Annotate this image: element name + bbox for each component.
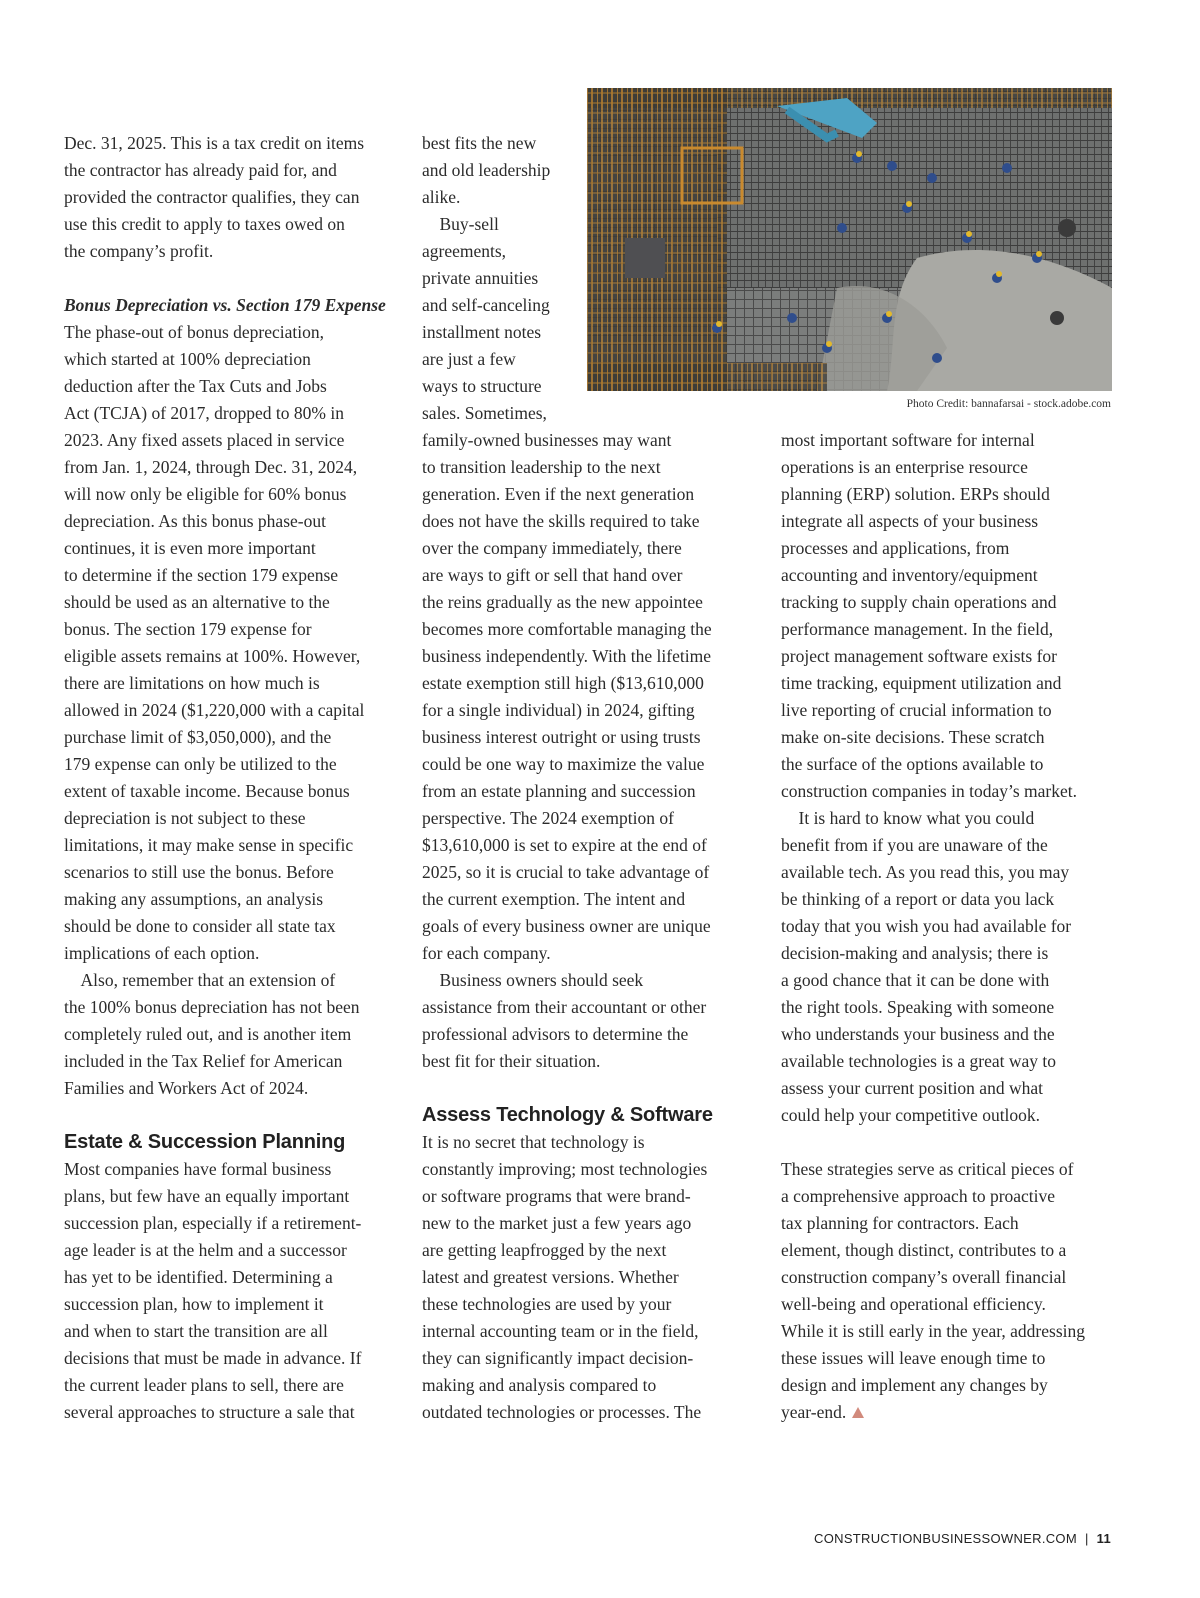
text-line: 2023. Any fixed assets placed in service <box>64 430 345 450</box>
text-line: use this credit to apply to taxes owed on <box>64 214 345 234</box>
text-line: 2025, so it is crucial to take advantage of <box>422 862 710 882</box>
spacer <box>64 1102 404 1129</box>
text-line: depreciation. As this bonus phase-out <box>64 511 326 531</box>
text-line: provided the contractor qualifies, they can <box>64 187 360 207</box>
text-line: depreciation is not subject to these <box>64 808 306 828</box>
col3-para-b <box>781 1156 1121 1426</box>
text-line: allowed in 2024 ($1,220,000 with a capital <box>64 700 365 720</box>
text-line: for a single individual) in 2024, gifting <box>422 700 695 720</box>
text-line: agreements, <box>422 241 507 261</box>
text-line: family-owned businesses may want <box>422 430 672 450</box>
text-line: and when to start the transition are all <box>64 1321 328 1341</box>
text-line: continues, it is even more important <box>64 538 316 558</box>
col1-para-b <box>64 319 404 1102</box>
photo-credit: Photo Credit: bannafarsai - stock.adobe.com <box>906 398 1111 410</box>
last-line-text: year-end. <box>781 1402 847 1422</box>
text-line: today that you wish you had available for <box>781 916 1072 936</box>
text-line: new to the market just a few years ago <box>422 1213 692 1233</box>
text-line: time tracking, equipment utilization and <box>781 673 1062 693</box>
text-line: does not have the skills required to take <box>422 511 700 531</box>
text-line: ways to structure <box>422 376 542 396</box>
text-line: private annuities <box>422 268 539 288</box>
text-line: installment notes <box>422 322 542 342</box>
text-line: internal accounting team or in the field, <box>422 1321 699 1341</box>
text-line: are ways to gift or sell that hand over <box>422 565 683 585</box>
text-line: they can significantly impact decision- <box>422 1348 694 1368</box>
text-line: well-being and operational efficiency. <box>781 1294 1046 1314</box>
text-line: perspective. The 2024 exemption of <box>422 808 674 828</box>
text-line: could help your competitive outlook. <box>781 1105 1041 1125</box>
spacer <box>64 265 404 292</box>
text-line: which started at 100% depreciation <box>64 349 311 369</box>
text-line: should be done to consider all state tax <box>64 916 336 936</box>
text-line: bonus. The section 179 expense for <box>64 619 312 639</box>
column-3 <box>781 427 1121 1426</box>
column-2 <box>422 427 762 1426</box>
text-line: will now only be eligible for 60% bonus <box>64 484 347 504</box>
text-line: extent of taxable income. Because bonus <box>64 781 350 801</box>
text-line: a good chance that it can be done with <box>781 970 1050 990</box>
spacer <box>781 1129 1121 1156</box>
text-line: included in the Tax Relief for American <box>64 1051 343 1071</box>
text-line: best fits the new <box>422 133 537 153</box>
text-line: decisions that must be made in advance. If <box>64 1348 362 1368</box>
text-line <box>781 1399 1121 1426</box>
text-line: accounting and inventory/equipment <box>781 565 1038 585</box>
text-line: these issues will leave enough time to <box>781 1348 1046 1368</box>
text-line: construction company’s overall financial <box>781 1267 1067 1287</box>
text-line: Families and Workers Act of 2024. <box>64 1078 309 1098</box>
text-line: performance management. In the field, <box>781 619 1054 639</box>
page-footer <box>814 1531 1111 1546</box>
text-line: the company’s profit. <box>64 241 214 261</box>
text-line: the surface of the options available to <box>781 754 1044 774</box>
text-line: making any assumptions, an analysis <box>64 889 324 909</box>
subheading-bonus-depreciation: Bonus Depreciation vs. Section 179 Expense <box>64 295 386 315</box>
text-line: to transition leadership to the next <box>422 457 661 477</box>
heading-estate-succession: Estate & Succession Planning <box>64 1131 346 1153</box>
text-line: generation. Even if the next generation <box>422 484 695 504</box>
text-line: and old leadership <box>422 160 551 180</box>
text-line: scenarios to still use the bonus. Before <box>64 862 334 882</box>
text-line: assess your current position and what <box>781 1078 1043 1098</box>
text-line: Also, remember that an extension of <box>64 970 336 990</box>
text-line: to determine if the section 179 expense <box>64 565 339 585</box>
text-line: eligible assets remains at 100%. However, <box>64 646 361 666</box>
col3-para-a <box>781 427 1121 1129</box>
text-line: has yet to be identified. Determining a <box>64 1267 333 1287</box>
text-line: who understands your business and the <box>781 1024 1055 1044</box>
text-line: most important software for internal <box>781 430 1035 450</box>
text-line: plans, but few have an equally important <box>64 1186 350 1206</box>
text-line: over the company immediately, there <box>422 538 682 558</box>
text-line: the reins gradually as the new appointee <box>422 592 703 612</box>
text-line: could be one way to maximize the value <box>422 754 705 774</box>
text-line: planning (ERP) solution. ERPs should <box>781 484 1050 504</box>
text-line: constantly improving; most technologies <box>422 1159 708 1179</box>
text-line: making and analysis compared to <box>422 1375 657 1395</box>
text-line: 179 expense can only be utilized to the <box>64 754 337 774</box>
column-1 <box>64 130 404 1426</box>
text-line: While it is still early in the year, addressing <box>781 1321 1086 1341</box>
text-line: should be used as an alternative to the <box>64 592 330 612</box>
text-line: tracking to supply chain operations and <box>781 592 1057 612</box>
text-line: these technologies are used by your <box>422 1294 672 1314</box>
text-line: estate exemption still high ($13,610,000 <box>422 673 704 693</box>
text-line: Most companies have formal business <box>64 1159 332 1179</box>
text-line: several approaches to structure a sale that <box>64 1402 355 1422</box>
page-number: 11 <box>1096 1531 1111 1546</box>
text-line: the contractor has already paid for, and <box>64 160 337 180</box>
text-line: implications of each option. <box>64 943 260 963</box>
text-line: goals of every business owner are unique <box>422 916 711 936</box>
heading-assess-technology: Assess Technology & Software <box>422 1104 713 1126</box>
text-line: completely ruled out, and is another item <box>64 1024 352 1044</box>
text-line: from Jan. 1, 2024, through Dec. 31, 2024, <box>64 457 358 477</box>
text-line: alike. <box>422 187 461 207</box>
text-line: the 100% bonus depreciation has not been <box>64 997 360 1017</box>
text-line: for each company. <box>422 943 551 963</box>
text-line: It is hard to know what you could <box>781 808 1035 828</box>
text-line: processes and applications, from <box>781 538 1010 558</box>
col1-para-a <box>64 130 404 265</box>
text-line: succession plan, how to implement it <box>64 1294 324 1314</box>
text-line: These strategies serve as critical pieces of <box>781 1159 1074 1179</box>
text-line: the current leader plans to sell, there are <box>64 1375 344 1395</box>
text-line: age leader is at the helm and a successor <box>64 1240 347 1260</box>
text-line: business independently. With the lifetime <box>422 646 711 666</box>
text-line: a comprehensive approach to proactive <box>781 1186 1056 1206</box>
text-line: integrate all aspects of your business <box>781 511 1039 531</box>
text-line: It is no secret that technology is <box>422 1132 645 1152</box>
text-line: construction companies in today’s market. <box>781 781 1077 801</box>
text-line: or software programs that were brand- <box>422 1186 691 1206</box>
col1-para-c <box>64 1156 404 1426</box>
text-line: best fit for their situation. <box>422 1051 601 1071</box>
text-line: from an estate planning and succession <box>422 781 696 801</box>
text-line: are getting leapfrogged by the next <box>422 1240 667 1260</box>
footer-separator: | <box>1084 1531 1089 1546</box>
text-line: Buy-sell <box>422 214 499 234</box>
col2-para-b <box>422 427 762 1075</box>
text-line: limitations, it may make sense in specific <box>64 835 354 855</box>
text-line: operations is an enterprise resource <box>781 457 1028 477</box>
text-line: available tech. As you read this, you may <box>781 862 1070 882</box>
end-mark-triangle-icon <box>852 1407 864 1418</box>
text-line: are just a few <box>422 349 516 369</box>
text-line: Act (TCJA) of 2017, dropped to 80% in <box>64 403 344 423</box>
text-line: benefit from if you are unaware of the <box>781 835 1048 855</box>
footer-site: CONSTRUCTIONBUSINESSOWNER.COM <box>814 1531 1077 1546</box>
text-line: and self-canceling <box>422 295 550 315</box>
text-line: be thinking of a report or data you lack <box>781 889 1055 909</box>
text-line: succession plan, especially if a retirement- <box>64 1213 362 1233</box>
text-line: the right tools. Speaking with someone <box>781 997 1055 1017</box>
text-line: becomes more comfortable managing the <box>422 619 712 639</box>
text-line: $13,610,000 is set to expire at the end of <box>422 835 707 855</box>
text-line: available technologies is a great way to <box>781 1051 1057 1071</box>
text-line: there are limitations on how much is <box>64 673 320 693</box>
text-line: Dec. 31, 2025. This is a tax credit on items <box>64 133 365 153</box>
text-line: tax planning for contractors. Each <box>781 1213 1019 1233</box>
text-line: make on-site decisions. These scratch <box>781 727 1045 747</box>
text-line: deduction after the Tax Cuts and Jobs <box>64 376 327 396</box>
text-line: live reporting of crucial information to <box>781 700 1052 720</box>
text-line: business interest outright or using trusts <box>422 727 701 747</box>
col2-para-c <box>422 1129 762 1426</box>
photo-illustration <box>587 88 1112 391</box>
column-2-top <box>422 130 582 427</box>
spacer <box>422 1075 762 1102</box>
text-line: latest and greatest versions. Whether <box>422 1267 679 1287</box>
text-line: design and implement any changes by <box>781 1375 1048 1395</box>
text-line: decision-making and analysis; there is <box>781 943 1049 963</box>
text-line: professional advisors to determine the <box>422 1024 689 1044</box>
text-line: project management software exists for <box>781 646 1058 666</box>
text-line: purchase limit of $3,050,000), and the <box>64 727 332 747</box>
construction-site-photo <box>587 88 1112 391</box>
text-line: Business owners should seek <box>422 970 644 990</box>
text-line: element, though distinct, contributes to a <box>781 1240 1067 1260</box>
text-line: The phase-out of bonus depreciation, <box>64 322 324 342</box>
text-line: assistance from their accountant or other <box>422 997 707 1017</box>
text-line: sales. Sometimes, <box>422 403 547 423</box>
text-line: outdated technologies or processes. The <box>422 1402 702 1422</box>
text-line: the current exemption. The intent and <box>422 889 686 909</box>
